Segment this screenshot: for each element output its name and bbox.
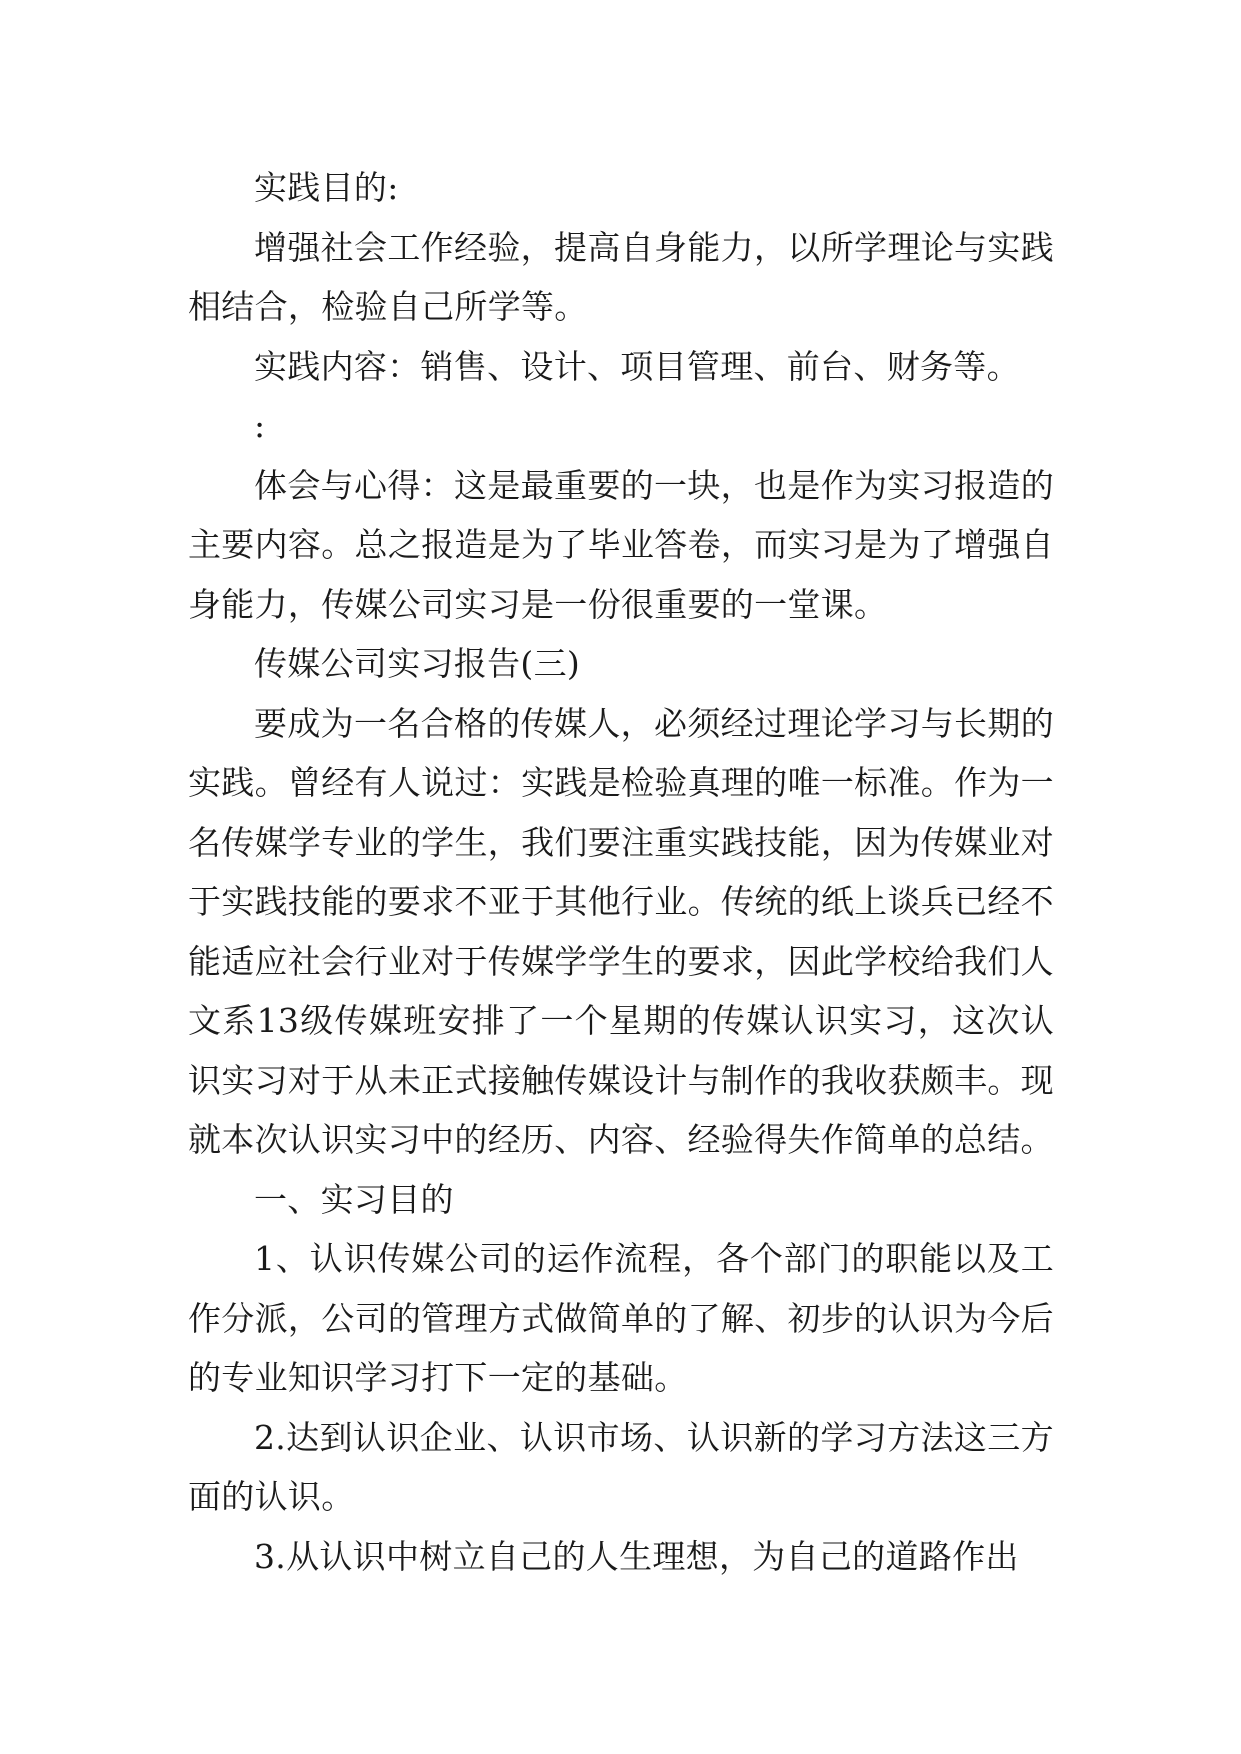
paragraph-practice-purpose: 增强社会工作经验，提高自身能力，以所学理论与实践相结合，检验自己所学等。 xyxy=(188,227,1054,326)
section-heading-internship-purpose: 一、实习目的 xyxy=(254,1179,454,1219)
paragraph-experience: 体会与心得：这是最重要的一块，也是作为实习报造的主要内容。总之报造是为了毕业答卷，而实习是为了增强自身能力，传媒公司实习是一份很重要的一堂课。 xyxy=(188,465,1054,624)
section-title-report-three: 传媒公司实习报告(三) xyxy=(254,644,581,683)
document-body xyxy=(188,158,1054,1586)
list-item-1: 1、认识传媒公司的运作流程，各个部门的职能以及工作分派，公司的管理方式做简单的了解、初步的认识为今后的专业知识学习打下一定的基础。 xyxy=(188,1239,1054,1397)
list-item-2: 2.达到认识企业、认识市场、认识新的学习方法这三方面的认识。 xyxy=(188,1417,1054,1516)
paragraph-colon: : xyxy=(254,406,266,445)
paragraph-practice-content: 实践内容：销售、设计、项目管理、前台、财务等。 xyxy=(254,346,1020,386)
paragraph-practice-purpose-heading: 实践目的: xyxy=(254,168,399,207)
paragraph-introduction: 要成为一名合格的传媒人，必须经过理论学习与长期的实践。曾经有人说过：实践是检验真理的唯一标准。作为一名传媒学专业的学生，我们要注重实践技能，因为传媒业对于实践技能的要求不亚于其他行业。传统的纸上谈兵已经不能适应社会行业对于传媒学学生的要求，因此学校给我们人文系13级传媒班安排了一个星期的传媒认识实习，这次认识实习对于从未正式接触传媒设计与制作的我收获颇丰。现就本次认识实习中的经历、内容、经验得失作简单的总结。 xyxy=(188,703,1054,1159)
list-item-3: 3.从认识中树立自己的人生理想，为自己的道路作出 xyxy=(254,1536,1019,1576)
